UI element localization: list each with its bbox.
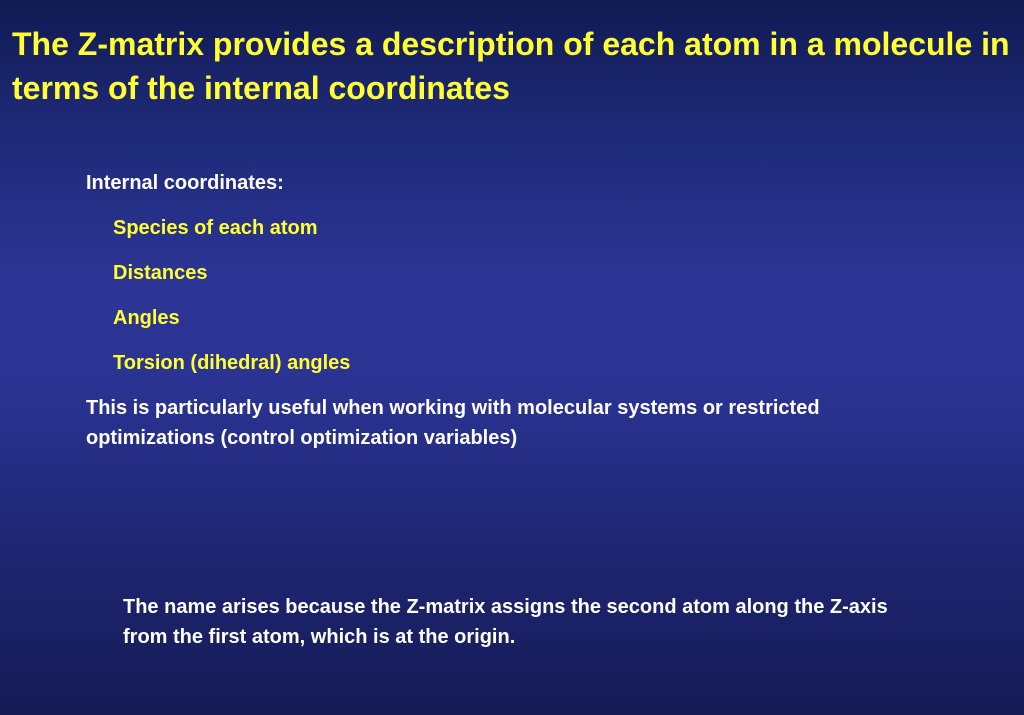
usefulness-note: This is particularly useful when working with molecular systems or restricted optimizations (control optimization variables) xyxy=(86,397,820,449)
list-item-angles: Angles xyxy=(113,307,180,329)
slide-content xyxy=(86,168,986,453)
slide-title: The Z-matrix provides a description of each atom in a molecule in terms of the internal coordinates xyxy=(12,26,1010,106)
list-item-distances: Distances xyxy=(113,262,208,284)
list-item-torsion-angles: Torsion (dihedral) angles xyxy=(113,352,351,374)
internal-coordinates-list xyxy=(86,213,986,378)
internal-coordinates-heading: Internal coordinates: xyxy=(86,172,284,194)
list-item-species: Species of each atom xyxy=(113,217,318,239)
name-origin-note: The name arises because the Z-matrix assigns the second atom along the Z-axis from the first atom, which is at the origin. xyxy=(123,596,888,648)
